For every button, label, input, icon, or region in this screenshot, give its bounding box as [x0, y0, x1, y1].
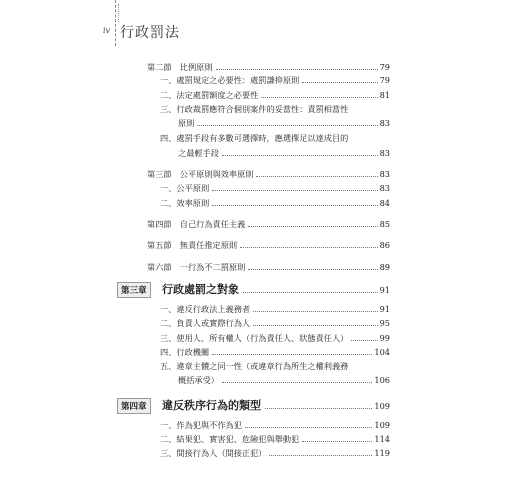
chapter-number: 第四章	[117, 398, 151, 414]
leader-dots	[256, 176, 377, 177]
entry-label: 五、違章主體之同一性（或違章行為所生之權利義務	[160, 361, 349, 371]
chapter-page: 109	[374, 401, 390, 411]
entry-label: 二、負責人或實際行為人	[160, 318, 251, 328]
toc-entry	[160, 420, 390, 431]
chapter-title: 違反秩序行為的類型	[162, 399, 261, 412]
leader-dots	[351, 340, 377, 341]
entry-page: 83	[379, 148, 390, 158]
entry-label: 四、處罰手段有多數可選擇時，應選擇足以達成目的	[160, 133, 349, 143]
entry-page: 79	[379, 75, 390, 85]
entry-page: 86	[379, 240, 390, 250]
toc-entry	[178, 118, 390, 129]
toc-entry	[147, 169, 390, 180]
entry-label: 二、結果犯、實害犯、危險犯與舉動犯	[160, 434, 300, 444]
entry-page: 84	[379, 198, 390, 208]
toc-entry	[160, 304, 390, 315]
leader-dots	[265, 408, 372, 409]
leader-dots	[253, 311, 378, 312]
toc-entry	[160, 448, 390, 459]
entry-page: 95	[379, 318, 390, 328]
leader-dots	[222, 382, 372, 383]
entry-page: 106	[374, 375, 390, 385]
entry-label-continued: 之最輕手段	[178, 148, 219, 158]
toc-entry	[147, 219, 390, 230]
entry-page: 79	[379, 62, 390, 72]
leader-dots	[253, 325, 378, 326]
page-header	[0, 0, 520, 48]
leader-dots	[248, 226, 377, 227]
toc-entry	[160, 318, 390, 329]
entry-label: 一、處罰規定之必要性：處罰謙抑原則	[160, 75, 300, 85]
chapter-heading	[162, 281, 390, 297]
chapter-title: 行政處罰之對象	[162, 283, 239, 296]
toc-entry	[178, 375, 390, 386]
entry-label: 第二節 比例原則	[147, 62, 213, 72]
chapter-number: 第三章	[117, 282, 151, 298]
header-dotted-mark	[118, 4, 121, 22]
entry-page: 109	[374, 420, 390, 430]
toc-entry	[160, 347, 390, 358]
toc-entry	[160, 333, 390, 344]
entry-label-continued: 原則	[178, 118, 195, 128]
entry-page: 81	[379, 90, 390, 100]
entry-label: 三、間接行為人（間接正犯）	[160, 448, 267, 458]
leader-dots	[261, 97, 377, 98]
leader-dots	[222, 155, 378, 156]
toc-entry	[160, 183, 390, 194]
toc-entry	[147, 240, 390, 251]
entry-label: 三、行政裁罰應符合個別案件的妥當性：責罰相當性	[160, 104, 349, 114]
entry-label: 二、法定處罰額度之必要性	[160, 90, 259, 100]
entry-page: 83	[379, 183, 390, 193]
entry-page: 83	[379, 169, 390, 179]
leader-dots	[269, 455, 372, 456]
chapter-page: 91	[379, 285, 390, 295]
entry-label: 一、公平原則	[160, 183, 210, 193]
toc-entry	[160, 75, 390, 86]
leader-dots	[197, 125, 377, 126]
toc-entry	[178, 148, 390, 159]
entry-label: 一、作為犯與不作為犯	[160, 420, 242, 430]
leader-dots	[212, 354, 372, 355]
leader-dots	[248, 269, 377, 270]
entry-page: 89	[379, 262, 390, 272]
toc-entry	[147, 262, 390, 273]
header-book-title: 行政罰法	[120, 25, 180, 41]
entry-label: 三、使用人、所有權人（行為責任人、狀態責任人）	[160, 333, 349, 343]
leader-dots	[240, 247, 378, 248]
entry-page: 99	[379, 333, 390, 343]
toc-entry	[160, 434, 390, 445]
leader-dots	[302, 441, 372, 442]
entry-page: 83	[379, 118, 390, 128]
toc-entry	[160, 198, 390, 209]
entry-page: 119	[374, 448, 390, 458]
leader-dots	[216, 69, 378, 70]
toc-entry	[160, 90, 390, 101]
entry-label: 二、效率原則	[160, 198, 210, 208]
header-divider	[115, 0, 116, 46]
entry-label: 四、行政機關	[160, 347, 210, 357]
leader-dots	[212, 205, 377, 206]
entry-label: 第五節 無責任推定原則	[147, 240, 238, 250]
entry-page: 104	[374, 347, 390, 357]
chapter-heading	[162, 397, 390, 413]
entry-label: 一、違反行政法上義務者	[160, 304, 251, 314]
header-page-number: iv	[103, 26, 111, 35]
entry-label-continued: 概括承受）	[178, 375, 219, 385]
leader-dots	[243, 292, 378, 293]
entry-page: 91	[379, 304, 390, 314]
entry-label: 第四節 自己行為責任主義	[147, 219, 246, 229]
leader-dots	[302, 82, 377, 83]
entry-label: 第三節 公平原則與效率原則	[147, 169, 254, 179]
entry-page: 114	[374, 434, 390, 444]
toc-entry	[147, 62, 390, 73]
leader-dots	[245, 427, 372, 428]
entry-page: 85	[379, 219, 390, 229]
leader-dots	[212, 190, 377, 191]
entry-label: 第六節 一行為不二罰原則	[147, 262, 246, 272]
